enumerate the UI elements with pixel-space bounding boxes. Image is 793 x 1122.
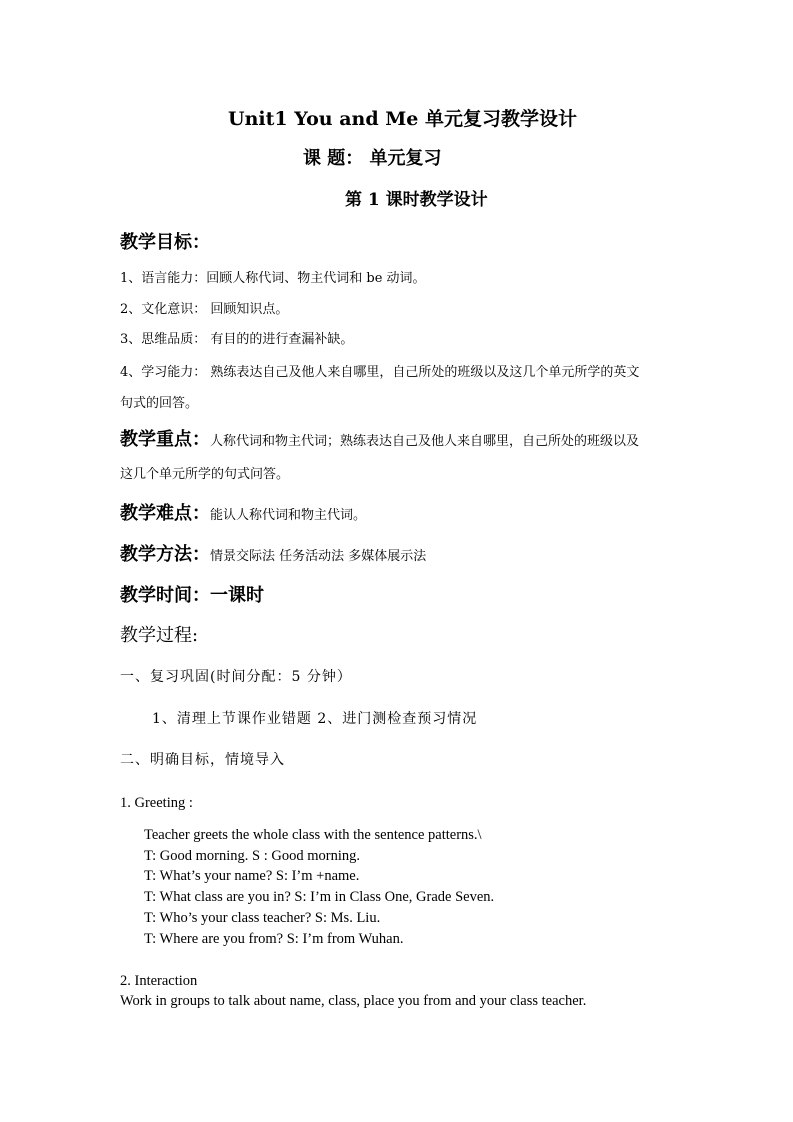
topic-line: 课 题： 单元复习 [303,148,442,169]
key-points-text-continued: 这几个单元所学的句式问答。 [120,467,290,482]
greeting-line: T: Where are you from? S: I’m from Wuhan. [144,931,404,947]
objective-item: 4、学习能力： 熟练表达自己及他人来自哪里，自己所处的班级以及这几个单元所学的英文 [120,365,640,380]
document-title: Unit1 You and Me 单元复习教学设计 [228,108,577,130]
difficulty-line [120,505,366,523]
key-points-text: 人称代词和物主代词；熟练表达自己及他人来自哪里，自己所处的班级以及 [210,434,640,449]
method-line [120,546,426,564]
key-points-line [120,431,639,449]
interaction-label: 2. Interaction [120,973,198,989]
key-points-label: 教学重点： [120,429,210,450]
process-heading: 教学过程: [120,625,199,646]
method-text: 情景交际法 任务活动法 多媒体展示法 [210,549,427,564]
difficulty-text: 能认人称代词和物主代词。 [210,508,367,523]
method-label: 教学方法： [120,544,210,565]
time-line: 教学时间：一课时 [120,585,264,606]
difficulty-label: 教学难点： [120,503,210,524]
greeting-line: Teacher greets the whole class with the sentence patterns.\ [144,827,482,843]
objectives-heading: 教学目标： [120,232,210,253]
objective-item-continued: 句式的回答。 [120,396,199,411]
interaction-text: Work in groups to talk about name, class, place you from and your class teacher. [120,993,587,1009]
section-one-heading: 一、复习巩固(时间分配：5 分钟） [120,669,352,685]
greeting-label: 1. Greeting : [120,795,193,811]
greeting-line: T: What class are you in? S: I’m in Class One, Grade Seven. [144,889,495,905]
lesson-line: 第 1 课时教学设计 [345,190,488,210]
greeting-line: T: Who’s your class teacher? S: Ms. Liu. [144,910,381,926]
section-two-heading: 二、明确目标，情境导入 [120,752,285,768]
greeting-line: T: What’s your name? S: I’m +name. [144,868,360,884]
section-one-items: 1、清理上节课作业错题 2、进门测检查预习情况 [152,711,478,727]
objective-item: 2、文化意识： 回顾知识点。 [120,302,289,317]
objective-item: 3、思维品质： 有目的的进行查漏补缺。 [120,332,354,347]
greeting-line: T: Good morning. S : Good morning. [144,848,360,864]
objective-item: 1、语言能力：回顾人称代词、物主代词和 be 动词。 [120,271,426,286]
